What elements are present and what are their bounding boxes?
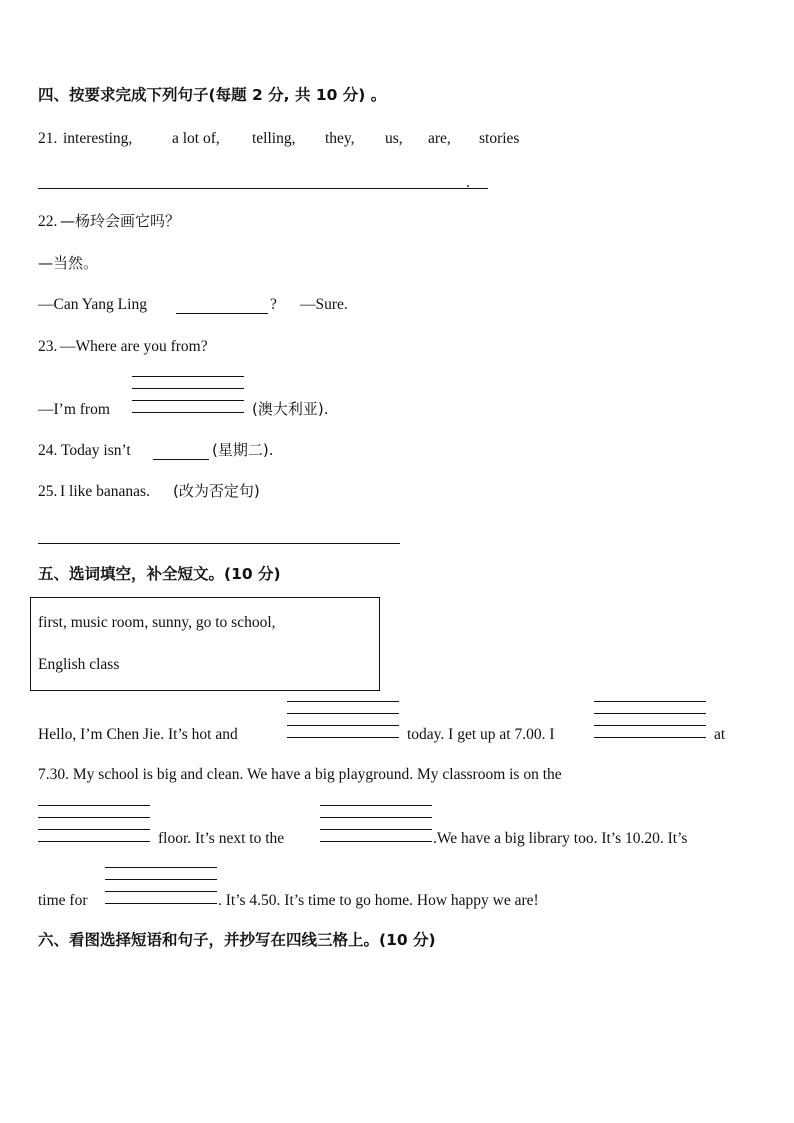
q22-chinese-answer: —当然。 [38,254,99,272]
q25-number: 25. [38,483,58,500]
q22-chinese-question: —杨玲会画它吗？ [60,212,181,230]
q21-word: stories [479,130,520,147]
q23-hint: (澳大利亚). [252,400,329,418]
passage-text: today. I get up at 7.00. I [407,726,555,743]
q24-answer-line[interactable] [153,459,209,460]
word-bank-line-1: first, music room, sunny, go to school, [38,614,276,631]
passage-text: 7.30. My school is big and clean. We have a big playground. My classroom is on the [38,766,562,783]
section-4-title: 四、按要求完成下列句子(每题 2 分, 共 10 分) 。 [38,86,387,104]
blank-four-line-grid-2[interactable] [594,701,706,739]
section-5-title: 五、选词填空，补全短文。(10 分) [38,565,281,583]
q23-four-line-grid[interactable] [132,376,244,414]
blank-four-line-grid-1[interactable] [287,701,399,739]
word-bank-line-2: English class [38,656,120,673]
q23-number: 23. [38,338,58,355]
q25-answer-line[interactable] [38,543,400,544]
q22-english-prefix: —Can Yang Ling [38,296,147,313]
q24-prefix: Today isn’t [61,442,131,459]
q22-question-mark: ? [270,296,277,313]
q22-answer-line[interactable] [176,313,268,314]
q21-word: they, [325,130,355,147]
q21-word: a lot of, [172,130,220,147]
q21-word: us, [385,130,403,147]
blank-four-line-grid-4[interactable] [320,805,432,843]
passage-text: . It’s 4.50. It’s time to go home. How happy we are! [218,892,539,909]
q25-sentence: I like bananas. [60,483,150,500]
q21-number: 21. [38,130,58,147]
blank-four-line-grid-5[interactable] [105,867,217,905]
passage-text: at [714,726,726,743]
q23-question: —Where are you from? [60,338,208,355]
blank-four-line-grid-3[interactable] [38,805,150,843]
passage-text: .We have a big library too. It’s 10.20. It’s [433,830,688,847]
q21-answer-line[interactable] [38,188,488,189]
q21-period: . [466,174,470,191]
section-6-title: 六、看图选择短语和句子，并抄写在四线三格上。(10 分) [38,931,436,949]
passage-text: floor. It’s next to the [158,830,285,847]
q24-number: 24. [38,442,58,459]
q23-answer-prefix: —I’m from [38,401,110,418]
passage-text: Hello, I’m Chen Jie. It’s hot and [38,726,238,743]
q22-english-answer: —Sure. [300,296,348,313]
q21-word: telling, [252,130,296,147]
q24-hint: (星期二). [212,441,274,459]
q21-word: interesting, [63,130,133,147]
q25-hint: (改为否定句) [173,482,260,500]
word-bank-box [30,597,380,691]
q22-number: 22. [38,213,58,230]
q21-word: are, [428,130,451,147]
passage-text: time for [38,892,88,909]
